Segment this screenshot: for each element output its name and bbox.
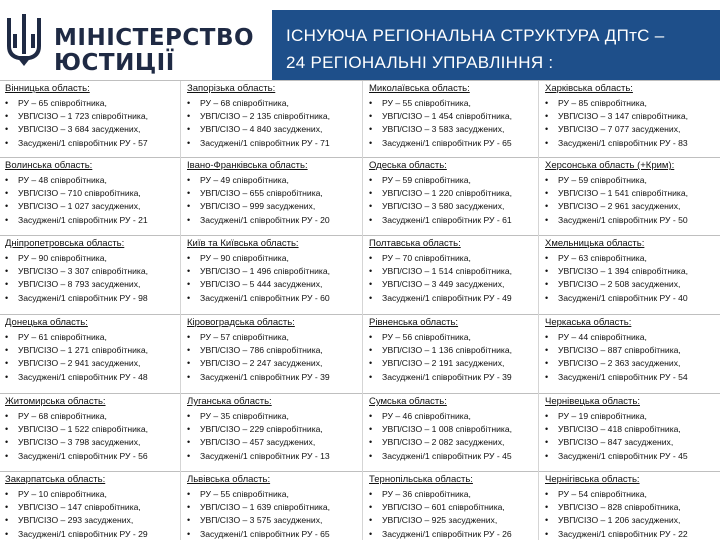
region-card xyxy=(540,236,718,314)
region-stat-item: • Засуджені/1 співробітник РУ - 26 xyxy=(369,528,542,541)
region-card xyxy=(182,472,360,550)
region-stat-item: • РУ – 10 співробітника, xyxy=(5,488,178,501)
region-stat-item: • РУ – 55 співробітника, xyxy=(187,488,360,501)
region-stat-item: • РУ – 59 співробітника, xyxy=(545,174,718,187)
column-divider xyxy=(180,81,181,540)
region-stat-item: • Засуджені/1 співробітник РУ - 48 xyxy=(5,371,178,384)
region-stat-item: • Засуджені/1 співробітник РУ - 13 xyxy=(187,450,360,463)
region-card xyxy=(364,81,542,159)
title-line-1: ІСНУЮЧА РЕГІОНАЛЬНА СТРУКТУРА ДПтС – xyxy=(286,26,665,45)
region-stats-list xyxy=(540,331,718,384)
region-title: Донецька область: xyxy=(5,317,88,328)
region-stats-list xyxy=(364,410,542,463)
ministry-line-1: МІНІСТЕРСТВО xyxy=(54,25,255,51)
column-divider xyxy=(362,81,363,540)
region-stat-item: • РУ – 59 співробітника, xyxy=(369,174,542,187)
region-title: Київ та Київська область: xyxy=(187,238,299,249)
region-title: Херсонська область (+Крим): xyxy=(545,160,675,171)
region-stat-item: • УВП/СІЗО – 3 798 засуджених, xyxy=(5,436,178,449)
region-stat-item: • Засуджені/1 співробітник РУ - 61 xyxy=(369,214,542,227)
region-card xyxy=(182,81,360,159)
region-title: Харківська область: xyxy=(545,83,633,94)
region-stat-item: • УВП/СІЗО – 7 077 засуджених, xyxy=(545,123,718,136)
region-stat-item: • Засуджені/1 співробітник РУ - 50 xyxy=(545,214,718,227)
region-stat-item: • УВП/СІЗО – 1 220 співробітника, xyxy=(369,187,542,200)
region-stat-item: • УВП/СІЗО – 2 135 співробітника, xyxy=(187,110,360,123)
region-stat-item: • УВП/СІЗО – 4 840 засуджених, xyxy=(187,123,360,136)
region-stat-item: • УВП/СІЗО – 1 136 співробітника, xyxy=(369,344,542,357)
region-stat-item: • Засуджені/1 співробітник РУ - 60 xyxy=(187,292,360,305)
region-stat-item: • УВП/СІЗО – 1 496 співробітника, xyxy=(187,265,360,278)
region-card xyxy=(0,394,178,472)
region-stats-list xyxy=(364,174,542,227)
region-title: Тернопільська область: xyxy=(369,474,473,485)
region-card xyxy=(182,394,360,472)
region-stats-list xyxy=(540,97,718,150)
ministry-name xyxy=(54,26,254,76)
region-stat-item: • УВП/СІЗО – 1 514 співробітника, xyxy=(369,265,542,278)
region-stat-item: • РУ – 63 співробітника, xyxy=(545,252,718,265)
region-card xyxy=(0,158,178,236)
region-stat-item: • УВП/СІЗО – 5 444 засуджених, xyxy=(187,278,360,291)
region-card xyxy=(364,315,542,393)
region-stat-item: • РУ – 19 співробітника, xyxy=(545,410,718,423)
region-stats-list xyxy=(0,410,178,463)
region-stat-item: • УВП/СІЗО – 418 співробітника, xyxy=(545,423,718,436)
region-stat-item: • РУ – 65 співробітника, xyxy=(5,97,178,110)
region-stats-list xyxy=(182,174,360,227)
column-divider xyxy=(538,81,539,540)
region-stat-item: • УВП/СІЗО – 229 співробітника, xyxy=(187,423,360,436)
region-stat-item: • РУ – 44 співробітника, xyxy=(545,331,718,344)
region-stat-item: • РУ – 57 співробітника, xyxy=(187,331,360,344)
region-stat-item: • Засуджені/1 співробітник РУ - 40 xyxy=(545,292,718,305)
row-divider xyxy=(0,157,720,158)
region-stat-item: • Засуджені/1 співробітник РУ - 54 xyxy=(545,371,718,384)
region-stat-item: • УВП/СІЗО – 2 191 засуджених, xyxy=(369,357,542,370)
region-card xyxy=(364,472,542,550)
region-stat-item: • РУ – 49 співробітника, xyxy=(187,174,360,187)
region-card xyxy=(0,472,178,550)
region-stat-item: • УВП/СІЗО – 2 941 засуджених, xyxy=(5,357,178,370)
region-title: Запорізька область: xyxy=(187,83,276,94)
region-stats-list xyxy=(0,488,178,541)
region-title: Івано-Франківська область: xyxy=(187,160,308,171)
region-stat-item: • Засуджені/1 співробітник РУ - 98 xyxy=(5,292,178,305)
region-stat-item: • РУ – 61 співробітника, xyxy=(5,331,178,344)
region-title: Одеська область: xyxy=(369,160,447,171)
region-card xyxy=(364,158,542,236)
region-stat-item: • УВП/СІЗО – 3 575 засуджених, xyxy=(187,514,360,527)
region-stat-item: • УВП/СІЗО – 3 580 засуджених, xyxy=(369,200,542,213)
region-card xyxy=(540,472,718,550)
region-stats-list xyxy=(0,97,178,150)
region-stat-item: • Засуджені/1 співробітник РУ - 83 xyxy=(545,137,718,150)
region-stat-item: • УВП/СІЗО – 1 008 співробітника, xyxy=(369,423,542,436)
ministry-logo xyxy=(4,12,255,76)
row-divider xyxy=(0,314,720,315)
region-stat-item: • УВП/СІЗО – 2 961 засуджених, xyxy=(545,200,718,213)
region-stat-item: • Засуджені/1 співробітник РУ - 20 xyxy=(187,214,360,227)
region-stats-list xyxy=(540,174,718,227)
region-stat-item: • УВП/СІЗО – 999 засуджених, xyxy=(187,200,360,213)
region-stats-list xyxy=(540,410,718,463)
region-stat-item: • РУ – 36 співробітника, xyxy=(369,488,542,501)
region-stat-item: • УВП/СІЗО – 1 541 співробітника, xyxy=(545,187,718,200)
region-card xyxy=(364,394,542,472)
region-stat-item: • Засуджені/1 співробітник РУ - 21 xyxy=(5,214,178,227)
region-stat-item: • УВП/СІЗО – 925 засуджених, xyxy=(369,514,542,527)
region-stat-item: • УВП/СІЗО – 786 співробітника, xyxy=(187,344,360,357)
region-stat-item: • УВП/СІЗО – 1 454 співробітника, xyxy=(369,110,542,123)
region-title: Полтавська область: xyxy=(369,238,461,249)
region-title: Чернівецька область: xyxy=(545,396,640,407)
page-title xyxy=(272,10,720,80)
region-stat-item: • УВП/СІЗО – 2 508 засуджених, xyxy=(545,278,718,291)
region-card xyxy=(182,315,360,393)
region-stat-item: • РУ – 54 співробітника, xyxy=(545,488,718,501)
region-stat-item: • УВП/СІЗО – 847 засуджених, xyxy=(545,436,718,449)
region-stat-item: • УВП/СІЗО – 8 793 засуджених, xyxy=(5,278,178,291)
region-stat-item: • УВП/СІЗО – 1 027 засуджених, xyxy=(5,200,178,213)
region-title: Вінницька область: xyxy=(5,83,90,94)
region-title: Волинська область: xyxy=(5,160,93,171)
region-title: Кіровоградська область: xyxy=(187,317,295,328)
region-stats-list xyxy=(182,331,360,384)
region-stat-item: • РУ – 35 співробітника, xyxy=(187,410,360,423)
region-stat-item: • РУ – 48 співробітника, xyxy=(5,174,178,187)
region-stats-list xyxy=(0,252,178,305)
region-card xyxy=(0,81,178,159)
region-stat-item: • Засуджені/1 співробітник РУ - 45 xyxy=(369,450,542,463)
region-title: Житомирська область: xyxy=(5,396,106,407)
region-stat-item: • УВП/СІЗО – 3 583 засуджених, xyxy=(369,123,542,136)
region-card xyxy=(540,315,718,393)
region-card xyxy=(0,315,178,393)
region-title: Миколаївська область: xyxy=(369,83,470,94)
region-stat-item: • Засуджені/1 співробітник РУ - 39 xyxy=(369,371,542,384)
region-stats-list xyxy=(182,488,360,541)
region-stat-item: • УВП/СІЗО – 2 082 засуджених, xyxy=(369,436,542,449)
region-stat-item: • РУ – 56 співробітника, xyxy=(369,331,542,344)
row-divider xyxy=(0,235,720,236)
region-stat-item: • Засуджені/1 співробітник РУ - 65 xyxy=(369,137,542,150)
region-stat-item: • УВП/СІЗО – 457 засуджених, xyxy=(187,436,360,449)
region-stats-list xyxy=(182,410,360,463)
region-stat-item: • Засуджені/1 співробітник РУ - 22 xyxy=(545,528,718,541)
region-stat-item: • РУ – 55 співробітника, xyxy=(369,97,542,110)
region-stats-list xyxy=(364,97,542,150)
region-stat-item: • УВП/СІЗО – 1 206 засуджених, xyxy=(545,514,718,527)
region-stat-item: • УВП/СІЗО – 1 394 співробітника, xyxy=(545,265,718,278)
region-stat-item: • РУ – 90 співробітника, xyxy=(187,252,360,265)
region-stat-item: • Засуджені/1 співробітник РУ - 39 xyxy=(187,371,360,384)
region-title: Дніпропетровська область: xyxy=(5,238,125,249)
region-title: Закарпатська область: xyxy=(5,474,106,485)
region-stat-item: • РУ – 68 співробітника, xyxy=(5,410,178,423)
region-title: Чернігівська область: xyxy=(545,474,640,485)
region-card xyxy=(540,394,718,472)
region-stats-list xyxy=(364,331,542,384)
region-stat-item: • Засуджені/1 співробітник РУ - 29 xyxy=(5,528,178,541)
trident-emblem-icon xyxy=(4,12,44,68)
region-stats-list xyxy=(0,331,178,384)
region-stat-item: • Засуджені/1 співробітник РУ - 56 xyxy=(5,450,178,463)
region-stat-item: • УВП/СІЗО – 828 співробітника, xyxy=(545,501,718,514)
region-card xyxy=(540,81,718,159)
region-card xyxy=(0,236,178,314)
region-stats-list xyxy=(0,174,178,227)
region-stat-item: • УВП/СІЗО – 3 449 засуджених, xyxy=(369,278,542,291)
region-title: Луганська область: xyxy=(187,396,272,407)
region-stat-item: • РУ – 68 співробітника, xyxy=(187,97,360,110)
region-title: Львівська область: xyxy=(187,474,271,485)
title-line-2: 24 РЕГІОНАЛЬНІ УПРАВЛІННЯ : xyxy=(286,53,554,72)
region-stat-item: • Засуджені/1 співробітник РУ - 71 xyxy=(187,137,360,150)
region-stat-item: • УВП/СІЗО – 3 147 співробітника, xyxy=(545,110,718,123)
region-stat-item: • Засуджені/1 співробітник РУ - 57 xyxy=(5,137,178,150)
region-stats-list xyxy=(540,488,718,541)
region-stat-item: • УВП/СІЗО – 710 співробітника, xyxy=(5,187,178,200)
region-card xyxy=(364,236,542,314)
region-stat-item: • УВП/СІЗО – 2 247 засуджених, xyxy=(187,357,360,370)
region-stat-item: • УВП/СІЗО – 3 307 співробітника, xyxy=(5,265,178,278)
region-stat-item: • УВП/СІЗО – 1 639 співробітника, xyxy=(187,501,360,514)
region-stats-list xyxy=(182,97,360,150)
region-stat-item: • РУ – 90 співробітника, xyxy=(5,252,178,265)
region-stats-list xyxy=(364,252,542,305)
row-divider xyxy=(0,393,720,394)
region-stat-item: • УВП/СІЗО – 1 522 співробітника, xyxy=(5,423,178,436)
region-stat-item: • УВП/СІЗО – 887 співробітника, xyxy=(545,344,718,357)
region-stats-list xyxy=(540,252,718,305)
region-stat-item: • УВП/СІЗО – 3 684 засуджених, xyxy=(5,123,178,136)
ministry-line-2: ЮСТИЦІЇ xyxy=(54,50,175,76)
region-stat-item: • УВП/СІЗО – 2 363 засуджених, xyxy=(545,357,718,370)
region-card xyxy=(182,236,360,314)
header xyxy=(0,0,720,82)
region-stat-item: • УВП/СІЗО – 1 723 співробітника, xyxy=(5,110,178,123)
region-title: Хмельницька область: xyxy=(545,238,645,249)
region-stats-list xyxy=(182,252,360,305)
region-title: Рівненська область: xyxy=(369,317,459,328)
region-stat-item: • УВП/СІЗО – 147 співробітника, xyxy=(5,501,178,514)
region-card xyxy=(182,158,360,236)
region-stat-item: • Засуджені/1 співробітник РУ - 49 xyxy=(369,292,542,305)
row-divider xyxy=(0,80,720,81)
region-title: Сумська область: xyxy=(369,396,447,407)
region-stats-list xyxy=(364,488,542,541)
region-card xyxy=(540,158,718,236)
region-title: Черкаська область: xyxy=(545,317,632,328)
region-stat-item: • РУ – 85 співробітника, xyxy=(545,97,718,110)
row-divider xyxy=(0,471,720,472)
region-stat-item: • УВП/СІЗО – 1 271 співробітника, xyxy=(5,344,178,357)
region-stat-item: • Засуджені/1 співробітник РУ - 65 xyxy=(187,528,360,541)
region-stat-item: • РУ – 70 співробітника, xyxy=(369,252,542,265)
region-stat-item: • УВП/СІЗО – 655 співробітника, xyxy=(187,187,360,200)
region-stat-item: • Засуджені/1 співробітник РУ - 45 xyxy=(545,450,718,463)
region-stat-item: • УВП/СІЗО – 293 засуджених, xyxy=(5,514,178,527)
region-stat-item: • УВП/СІЗО – 601 співробітника, xyxy=(369,501,542,514)
region-stat-item: • РУ – 46 співробітника, xyxy=(369,410,542,423)
